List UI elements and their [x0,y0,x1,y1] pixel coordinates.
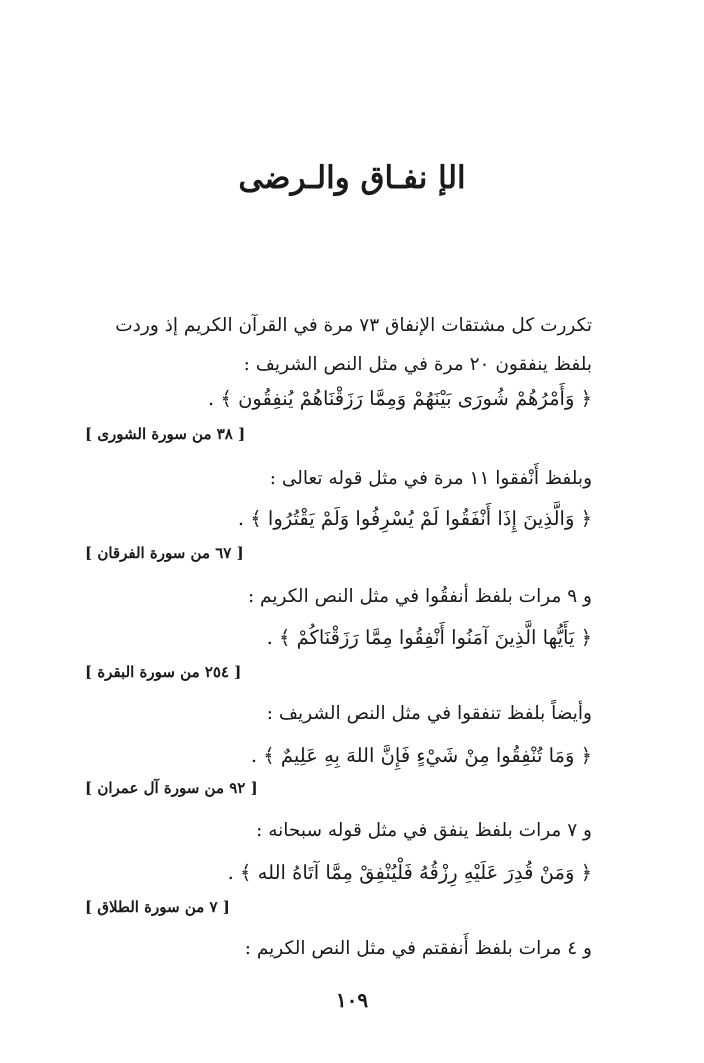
reference-3: [ ٢٥٤ من سورة البقرة ] [85,663,242,681]
lead-line-2: وبلفظ أَنْفقوا ١١ مرة في مثل قوله تعالى : [269,468,592,489]
verse-3: ﴿ يَأَيُّها الَّذِينَ آمَنُوا أَنْفِقُوا مِمَّا رَزَقْنَاكُمْ ﴾ . [266,626,592,649]
lead-line-3: و ٩ مرات بلفظ أنفقُوا في مثل النص الكريم : [247,586,592,607]
lead-line-4: وأيضاً بلفظ تنفقوا في مثل النص الشريف : [266,703,592,724]
verse-2: ﴿ وَالَّذِينَ إِذَا أَنْفَقُوا لَمْ يُسْرِفُوا وَلَمْ يَقْتُرُوا ﴾ . [237,507,592,530]
verse-5: ﴿ وَمَنْ قُدِرَ عَلَيْهِ رِزْقُهُ فَلْيُنْفِقْ مِمَّا آتَاهُ الله ﴾ . [227,861,592,884]
page-number: ١٠٩ [335,988,369,1012]
verse-1: ﴿ وَأَمْرُهُمْ شُورَى بَيْنَهُمْ وَمِمَّا رَزَقْنَاهُمْ يُنفِقُون ﴾ . [208,387,592,410]
reference-5: [ ٧ من سورة الطلاق ] [85,898,230,916]
lead-line-5: و ٧ مرات بلفظ ينفق في مثل قوله سبحانه : [256,820,592,841]
reference-2: [ ٦٧ من سورة الفرقان ] [85,544,244,562]
reference-4: [ ٩٢ من سورة آل عمران ] [85,779,258,797]
intro-paragraph: تكررت كل مشتقات الإنفاق ٧٣ مرة في القرآن الكريم إذ وردت بلفظ ينفقون ٢٠ مرة في مثل النص الشريف : [115,315,592,375]
reference-1: [ ٣٨ من سورة الشورى ] [85,425,246,443]
chapter-title: الإ نفـاق والـرضى [238,160,466,196]
verse-4: ﴿ وَمَا تُنْفِقُوا مِنْ شَيْءٍ فَإِنَّ اللهَ بِهِ عَلِيمٌ ﴾ . [250,744,592,767]
lead-line-6: و ٤ مرات بلفظ أَنفقتم في مثل النص الكريم : [244,938,592,959]
